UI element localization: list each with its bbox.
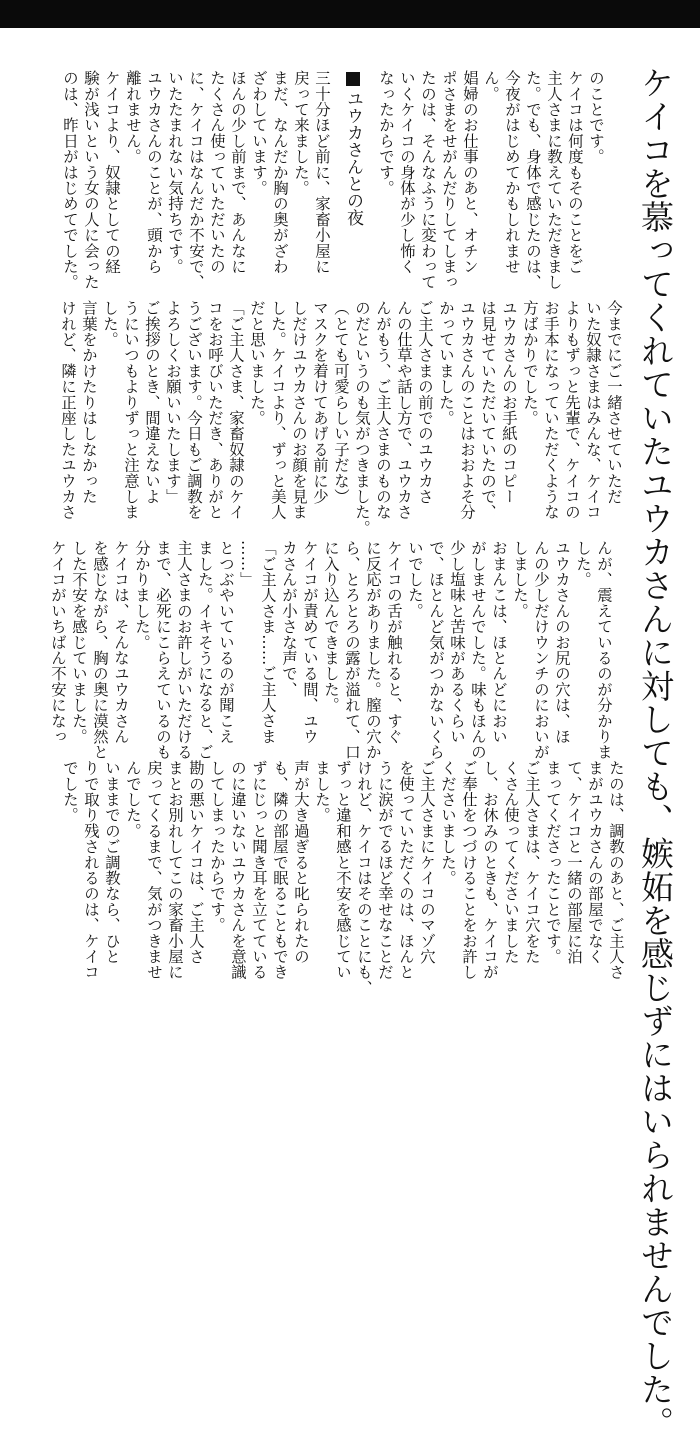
text-block-bottom: たのは、調教のあと、ご主人さ まがユウカさんの部屋でなく て、ケイコと一緒の部屋に泊 まってくださったことです。 ご主人さまは、ケイコ穴をた くさん使ってくださいました し、お休みのときも、ケイコが ご奉仕をつづけることをお許し くださいました。 ご主人さまにケイコのマゾ穴 を使っていただくのは、ほんと うに涙がでるほど幸せなことだ けれど、ケイコはそのことにも、 ずっと違和感と不安を感じてい ました。 声が大き過ぎると叱られたの も、隣の部屋で眠ることもでき ずにじっと聞き耳を立てている のに違いないユウカさんを意識 してしまったからです。 勘の悪いケイコは、ご主人さ まとお別れしてこの家畜小屋に 戻ってくるまで、気がつきませ んでした。 いままでのご調教なら、ひと りで取り残されるのは、ケイコ でした。 [61, 760, 625, 996]
heading-square-icon [346, 72, 360, 86]
text-block-second: 今までにご一緒させていただ いた奴隷さまはみんな、ケイコ よりもずっと先輩で、ケイコの お手本になっていただくような 方ばかりでした。 ユウカさんのお手紙のコピー は見せていただいていたので、 ユウカさんのことはおおよそ分 かっていました。 ご主人さまの前でのユウカさ んの仕草や話し方で、ユウカさ んがもう、ご主人さまのものな のだというのも気がつきました。 （とても可愛らしい子だな） マスクを着けてあげる前に少 しだけユウカさんのお顔を見ま した。ケイコより、ずっと美人 だと思いました。 「ご主人さま、家畜奴隷のケイ コをお呼びいただき、ありがと うございます。今日もご調教を よろしくお願いいたします」 ご挨拶のとき、間違えないよ うにいつもよりずっと注意しま した。 言葉をかけたりはしなかった けれど、隣に正座したユウカさ [59, 300, 623, 536]
section-heading-text: ユウカさんとの夜 [343, 90, 363, 226]
text-block-third: んが、震えているのが分かりま した。 ユウカさんのお尻の穴は、ほ んの少しだけウンチのにおいが しました。 おまんこは、ほとんどにおい がしませんでした。味もほんの 少し塩味と苦味があるくらい で、ほとんど気がつかないくら いでした。 ケイコの舌が触れると、すぐ に反応がありました。膣の穴か ら、とろとろの露が溢れて、口 に入り込んできました。 ケイコが責めている間、ユウ カさんが小さな声で、 「ご主人さま……ご主人さま ……」 とつぶやいているのが聞こえ ました。イキそうになると、ご 主人さまのお許しがいただける まで、必死にこらえているのも 分かりました。 ケイコは、そんなユウカさん を感じながら、胸の奥に漠然と した不安を感じていました。 ケイコがいちばん不安になっ [49, 540, 613, 760]
text-block-top-left: 三十分ほど前に、家畜小屋に 戻って来ました。 まだ、なんだか胸の奥がざわ ざわしています。 ほんの少し前まで、あんなに たくさん使っていただいたの に、ケイコはなんだか不安で、 いたたまれない気持ちです。 ユウカさんのことが、頭から 離れません。 ケイコより、奴隷としての経 験が浅いという女の人に会った のは、昨日がはじめてでした。 [61, 70, 331, 290]
section-heading [338, 72, 364, 272]
headline: ケイコを慕ってくれていたユウカさんに対しても、嫉妬を感じずにはいられませんでした。 [636, 66, 675, 1440]
text-block-top-right: のことです。 ケイコは何度もそのことをご 主人さまに教えていただきまし た。でも、身体で感じたのは、 今夜がはじめてかもしれませ ん。 娼婦のお仕事のあと、オチン ポさまをせがんだりしてしまっ たのは、そんなふうに変わって いくケイコの身体が少し怖く なったからです。 [377, 70, 605, 290]
top-black-bar [0, 0, 700, 28]
